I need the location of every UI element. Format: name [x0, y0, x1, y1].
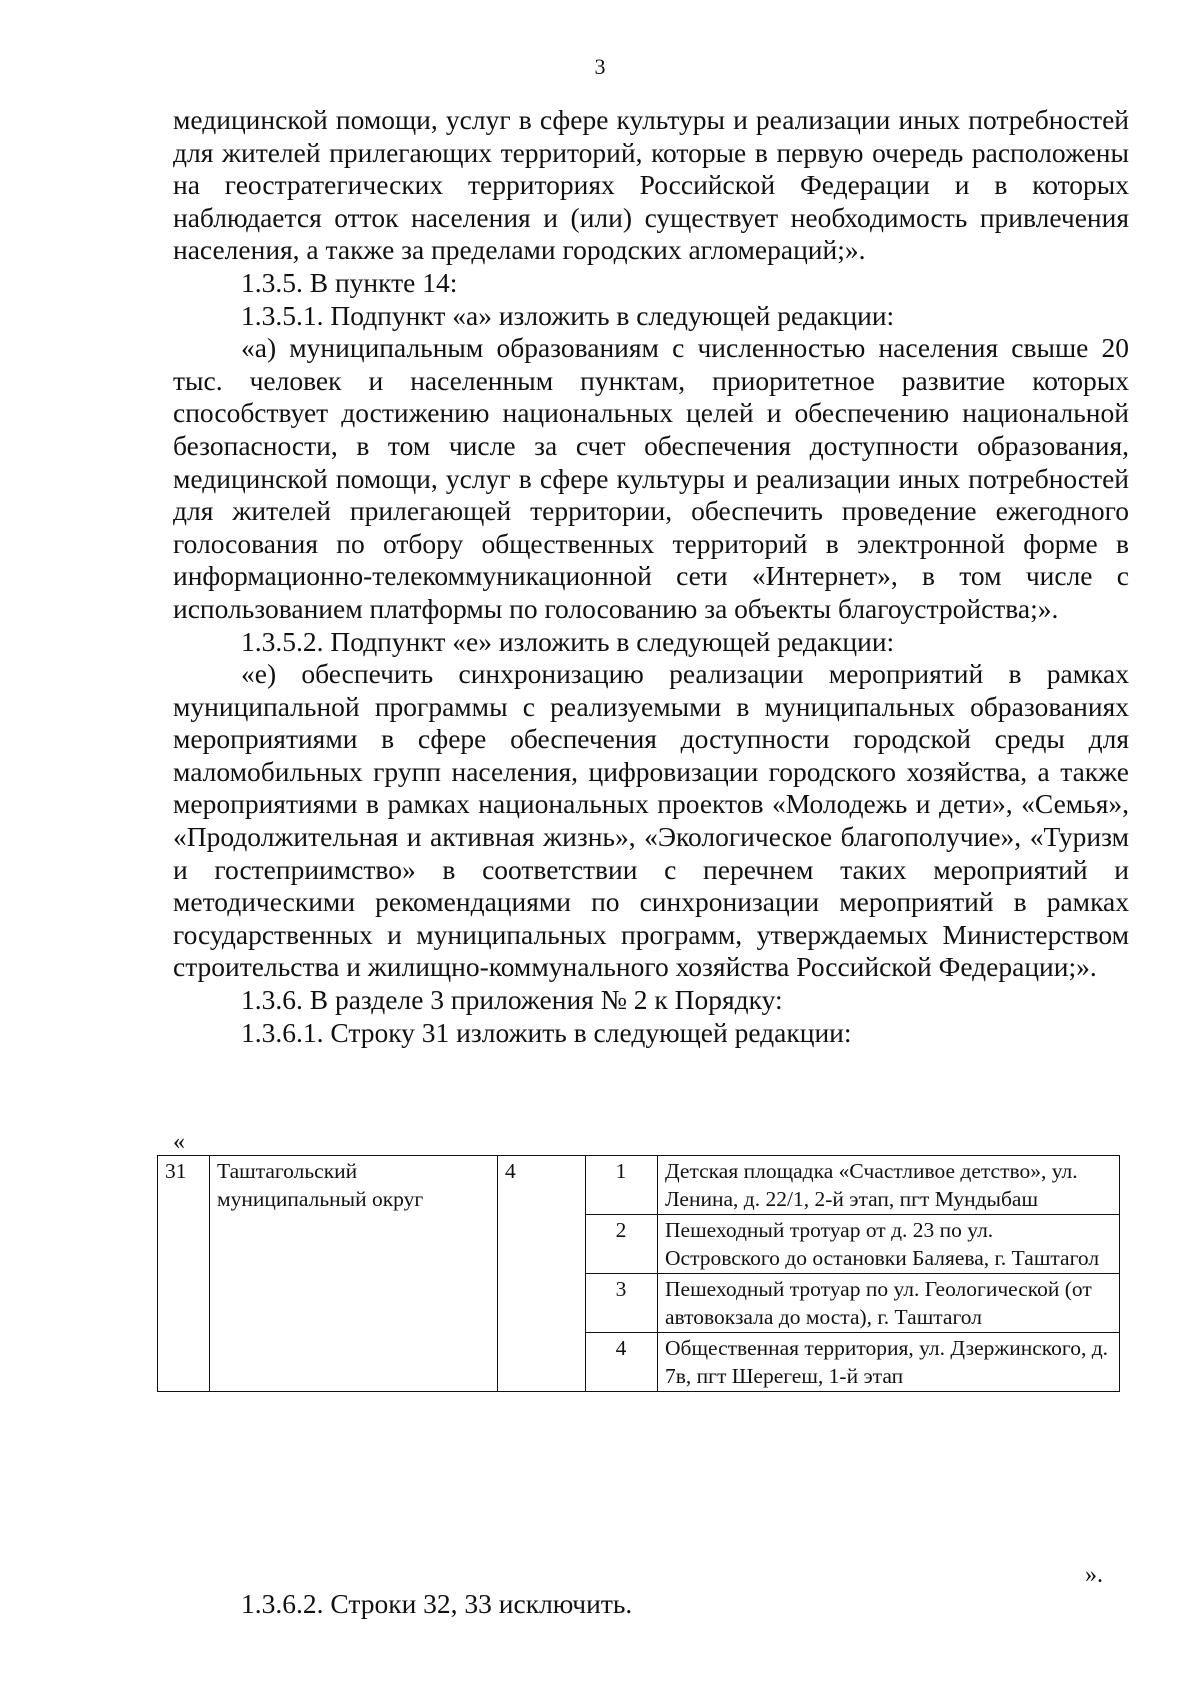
item-index-cell: 1: [586, 1156, 658, 1215]
item-description-cell: Детская площадка «Счастливое детство», ул. Ленина, д. 22/1, 2-й этап, пгт Мундыбаш: [658, 1156, 1120, 1215]
paragraph-1-3-5-2: 1.3.5.2. Подпункт «е» изложить в следующей редакции:: [241, 625, 895, 657]
item-description-cell: Пешеходный тротуар по ул. Геологической (от автовокзала до моста), г. Таштагол: [658, 1274, 1120, 1333]
municipality-cell: Таштагольский муниципальный округ: [210, 1156, 498, 1392]
item-index-cell: 2: [586, 1215, 658, 1274]
paragraph-continuation: медицинской помощи, услуг в сфере культуры и реализации иных потребностей для жителей прилегающих территорий, которые в первую очередь расположены на геостратегических территориях Российской Федерации и в которых наблюдается отток населения и (или) существует необходимость привлечения населения, а также за пределами городских агломераций;».: [173, 104, 1129, 266]
quote-open-mark: «: [173, 1129, 185, 1155]
item-description-cell: Общественная территория, ул. Дзержинского, д. 7в, пгт Шерегеш, 1-й этап: [658, 1333, 1120, 1392]
page-number: 3: [594, 54, 606, 79]
document-body: [173, 104, 1129, 1049]
item-index-cell: 3: [586, 1274, 658, 1333]
quote-close-mark: ».: [1085, 1562, 1103, 1588]
paragraph-subitem-a: «а) муниципальным образованиям с численностью населения свыше 20 тыс. человек и населенным пунктам, приоритетное развитие которых способствует достижению национальных целей и обеспечению национальной безопасности, в том числе за счет обеспечения доступности образования, медицинской помощи, услуг в сфере культуры и реализации иных потребностей для жителей прилегающей территории, обеспечить проведение ежегодного голосования по отбору общественных территорий в электронной форме в информационно-телекоммуникационной сети «Интернет», в том числе с использованием платформы по голосованию за объекты благоустройства;».: [173, 332, 1129, 624]
item-index-cell: 4: [586, 1333, 658, 1392]
amendment-table: [157, 1155, 1120, 1392]
paragraph-1-3-6-2: 1.3.6.2. Строки 32, 33 исключить.: [241, 1588, 633, 1619]
row-number-cell: 31: [158, 1156, 210, 1392]
paragraph-1-3-5-1: 1.3.5.1. Подпункт «а» изложить в следующей редакции:: [241, 299, 895, 331]
paragraph-1-3-6-1: 1.3.6.1. Строку 31 изложить в следующей редакции:: [241, 1016, 852, 1048]
count-cell: 4: [498, 1156, 586, 1392]
paragraph-subitem-e: «е) обеспечить синхронизацию реализации мероприятий в рамках муниципальной программы с реализуемыми в муниципальных образованиях мероприятиями в сфере обеспечения доступности городской среды для маломобильных групп населения, цифровизации городского хозяйства, а также мероприятиями в рамках национальных проектов «Молодежь и дети», «Семья», «Продолжительная и активная жизнь», «Экологическое благополучие», «Туризм и гостеприимство» в соответствии с перечнем таких мероприятий и методическими рекомендациями по синхронизации мероприятий в рамках государственных и муниципальных программ, утверждаемых Министерством строительства и жилищно-коммунального хозяйства Российской Федерации;».: [173, 658, 1129, 983]
item-description-cell: Пешеходный тротуар от д. 23 по ул. Островского до остановки Баляева, г. Таштагол: [658, 1215, 1120, 1274]
table-row: [158, 1156, 1120, 1215]
paragraph-1-3-6: 1.3.6. В разделе 3 приложения № 2 к Порядку:: [241, 984, 783, 1016]
paragraph-1-3-5: 1.3.5. В пункте 14:: [241, 266, 458, 298]
